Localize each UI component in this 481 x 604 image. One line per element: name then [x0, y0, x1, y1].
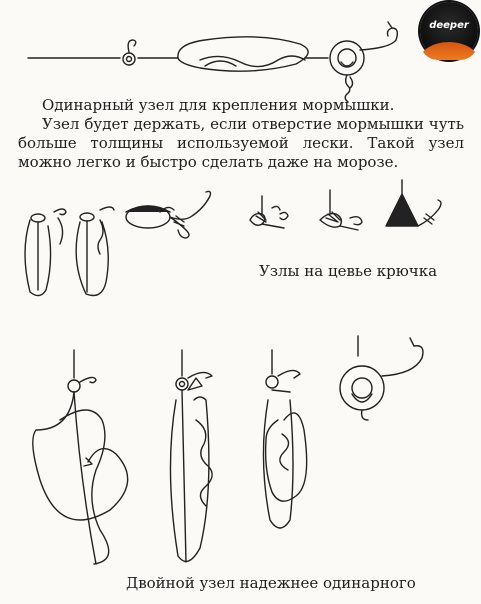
single-knot-title: Одинарный узел для крепления мормышки.	[42, 96, 395, 114]
single-knot-caption	[18, 96, 464, 172]
double-knot-caption: Двойной узел надежнее одинарного	[126, 574, 416, 592]
single-knot-body: Узел будет держать, если отверстие мормышки чуть больше толщины используемой лески. Такой узел можно легко и быстро сделать даже на морозе.	[18, 115, 464, 171]
double-knot-diagram	[33, 336, 423, 564]
single-knot-diagram	[28, 22, 397, 102]
brand-logo-text: deeper	[429, 20, 469, 31]
hook-shank-knots-caption: Узлы на цевье крючка	[259, 262, 438, 280]
